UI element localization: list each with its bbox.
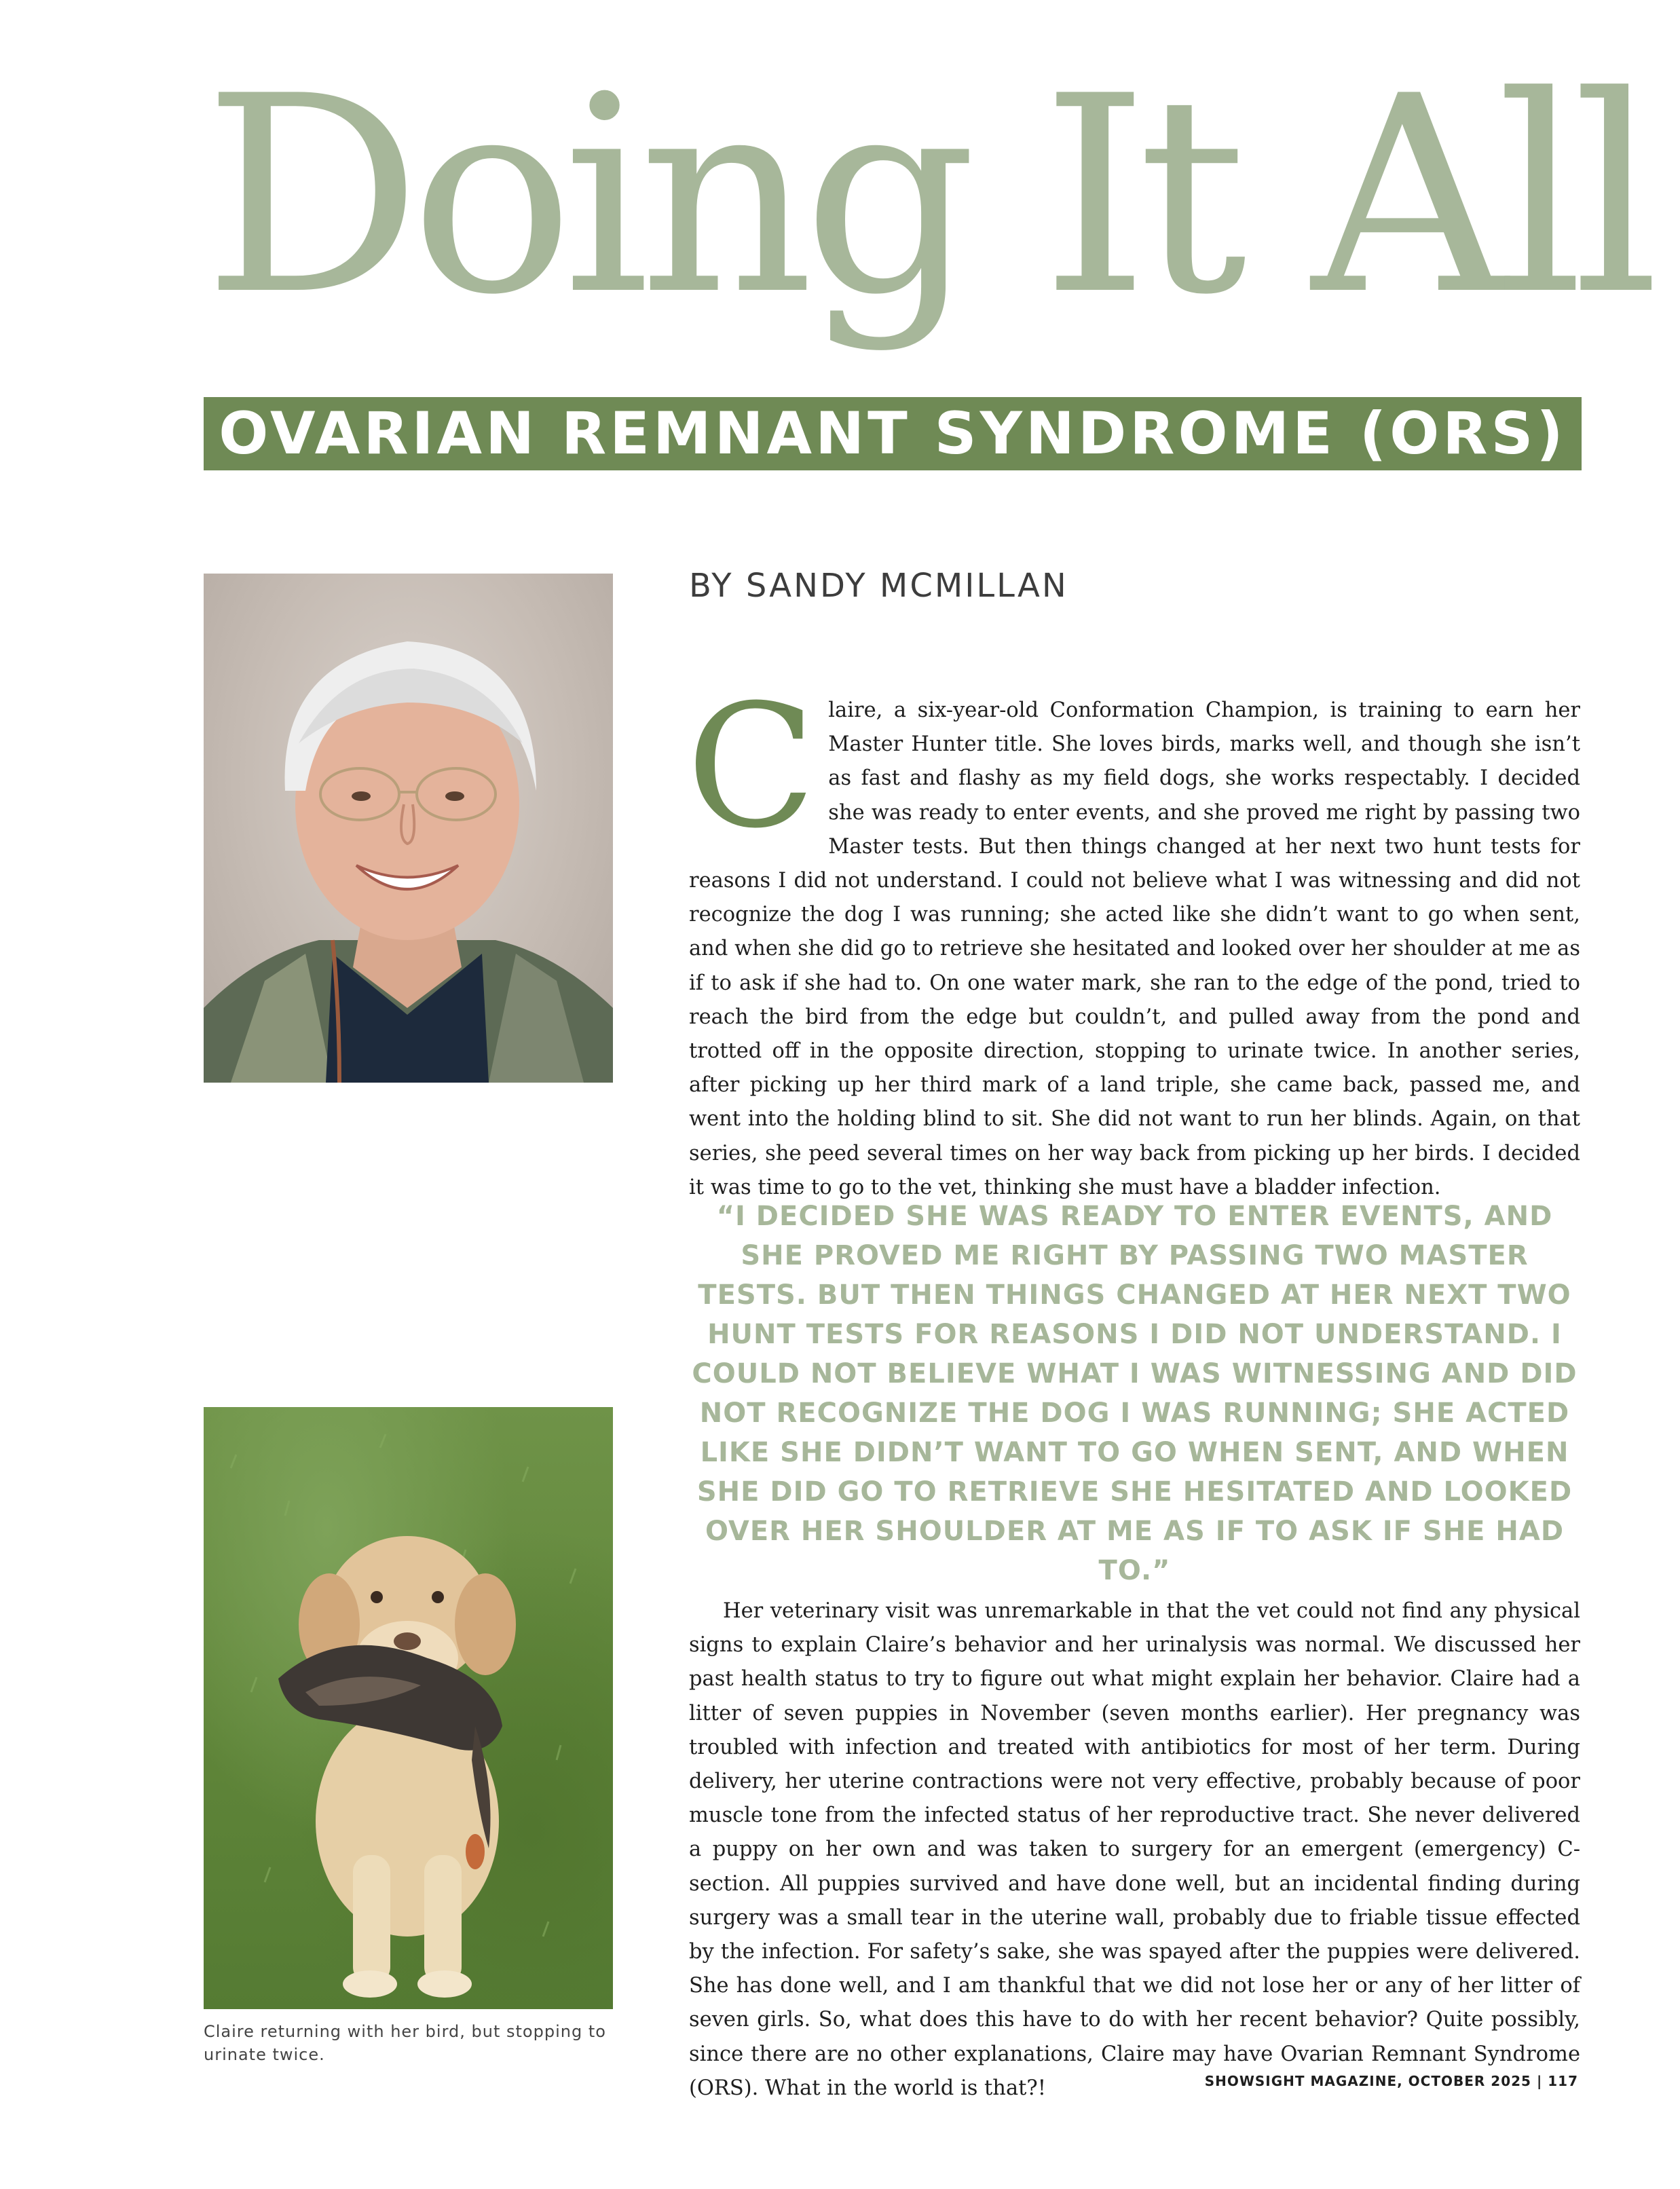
footer-separator: | [1536,2073,1543,2089]
dog-photo-caption: Claire returning with her bird, but stopping to urinate twice. [204,2022,606,2064]
author-photo [204,574,613,1083]
dog-photo [204,1407,613,2009]
paragraph-1-text: laire, a six-year-old Conformation Champion, is training to earn her Master Hunter title. She loves birds, marks well, and though she isn’t as fast and flashy as my field dogs, she works respectably. I decided she was ready to enter events, and she proved me right by passing two Master tests. But then things changed at her next two hunt tests for reasons I did not understand. I could not believe what I was witnessing and did not recognize the dog I was running; she acted like she didn’t want to go when sent, and when she did go to retrieve she hesitated and looked over her shoulder at me as if to ask if she had to. On one water mark, she ran to the edge of the pond, tried to reach the bird from the edge but couldn’t, and pulled away from the pond and trotted off in the opposite direction, stopping to urinate twice. In another series, after picking up her third mark of a land triple, she came back, passed me, and went into the holding blind to sit. She did not want to run her blinds. Again, on that series, she peed several times on her way back from picking up her birds. I decided it was time to go to the vet, thinking she must have a bladder infection. [689,698,1580,1199]
article-paragraph-2: Her veterinary visit was unremarkable in that the vet could not find any physical signs to explain Claire’s behavior and her urinalysis was normal. We discussed her past health status to try to figure out what might explain her behavior. Claire had a litter of seven puppies in November (seven months earlier). Her pregnancy was troubled with infection and treated with antibiotics for most of her term. During delivery, her uterine contractions were not very effective, probably because of poor muscle tone from the infected status of her reproductive tract. She never delivered a puppy on her own and was taken to surgery for an emergent (emergency) C-section. All puppies survived and have done well, but an incidental finding during surgery was a small tear in the uterine wall, probably due to friable tissue effected by the infection. For safety’s sake, she was spayed after the puppies were delivered. She has done well, and I am thankful that we did not lose her or any of her litter of seven girls. So, what does this have to do with her recent behavior? Quite possibly, since there are no other explanations, Claire may have Ovarian Remnant Syndrome (ORS). What in the world is that?! [689,1599,1580,2100]
article-paragraph-1 [686,668,1580,1205]
footer-page-number: 117 [1548,2073,1578,2089]
footer-publication: SHOWSIGHT MAGAZINE, OCTOBER 2025 [1204,2073,1531,2089]
article-subtitle-banner: OVARIAN REMNANT SYNDROME (ORS) [204,397,1582,470]
article-title: Doing It All [204,39,1649,354]
page-footer [1205,2073,1578,2089]
dog-with-bird-illustration [204,1407,613,2009]
drop-cap: C [686,668,817,865]
author-portrait-illustration [204,574,613,1083]
byline: BY SANDY MCMILLAN [689,567,1068,605]
pull-quote: “I DECIDED SHE WAS READY TO ENTER EVENTS, AND SHE PROVED ME RIGHT BY PASSING TWO MASTER TESTS. BUT THEN THINGS CHANGED AT HER NEXT TWO HUNT TESTS FOR REASONS I DID NOT UNDERSTAND. I COULD NOT BELIEVE WHAT I WAS WITNESSING AND DID NOT RECOGNIZE THE DOG I WAS RUNNING; SHE ACTED LIKE SHE DIDN’T WANT TO GO WHEN SENT, AND WHEN SHE DID GO TO RETRIEVE SHE HESITATED AND LOOKED OVER HER SHOULDER AT ME AS IF TO ASK IF SHE HAD TO.” [692,1201,1578,1586]
